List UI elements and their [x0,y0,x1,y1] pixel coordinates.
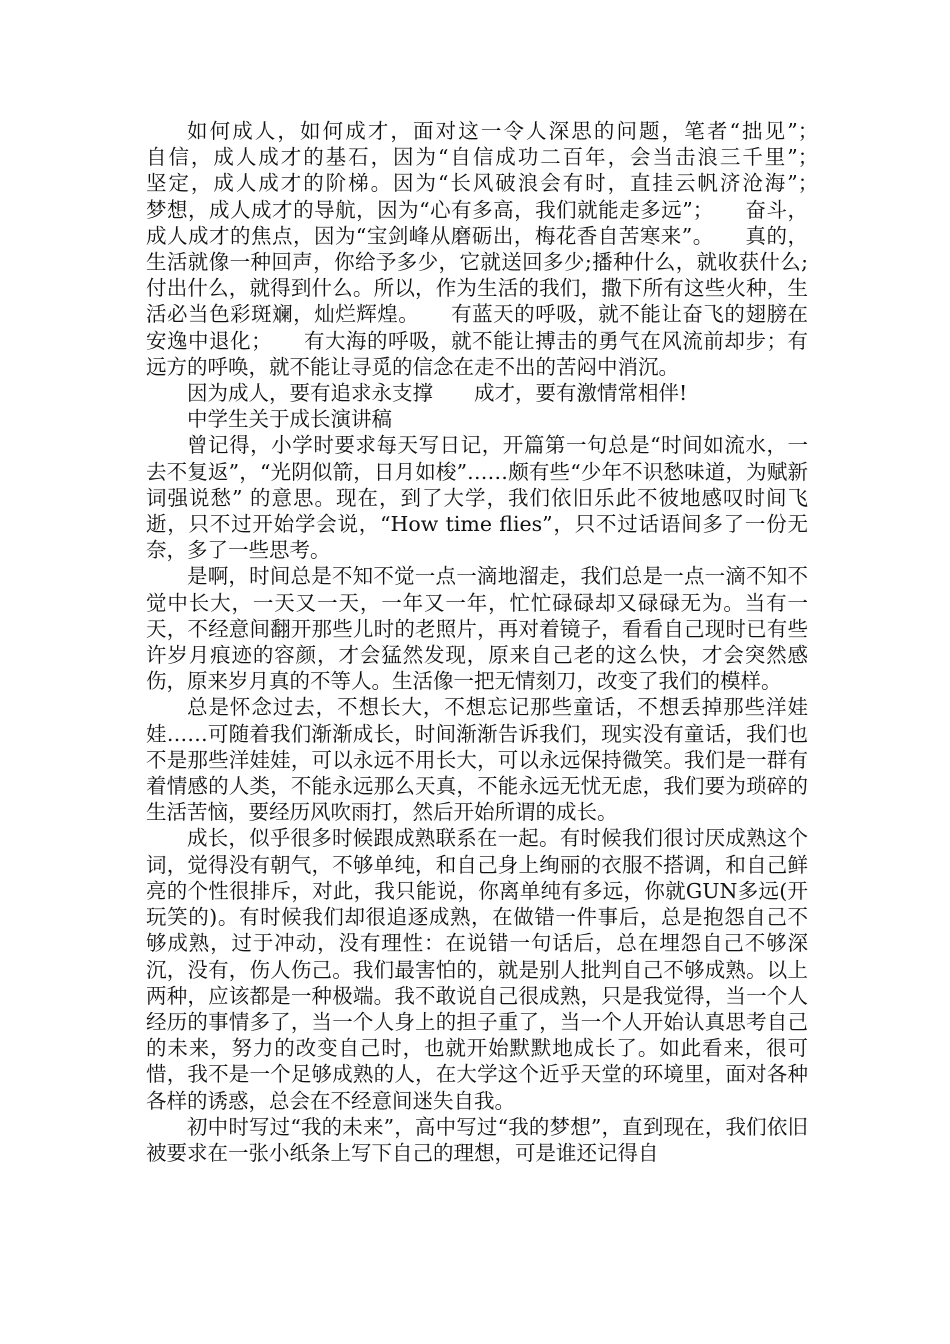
speech-title: 中学生关于成长演讲稿 [187,407,392,432]
paragraph-how-to-grow: 如何成人，如何成才，面对这一令人深思的问题，笔者“拙见”； 自信，成人成才的基石，因为“自信成功二百年，会当击浪三千里”； 坚定，成人成才的阶梯。因为“长风破浪会有时，直挂云帆济沧海”； 梦想，成人成才的导航，因为“心有多高，我们就能走多远”； 奋斗，成人成才的焦点，因为“宝剑峰从磨砺出，梅花香自苦寒来”。 真的，生活就像一种回声，你给予多少，它就送回多少;播种什么，就收获什么;付出什么，就得到什么。所以，作为生活的我们，撒下所有这些火种，生活必当色彩斑斓，灿烂辉煌。 有蓝天的呼吸，就不能让奋飞的翅膀在安逸中退化； 有大海的呼吸，就不能让搏击的勇气在风流前却步；有远方的呼唤，就不能让寻觅的信念在走不出的苦闷中消沉。 [146,119,849,379]
paragraph-future-dreams: 初中时写过“我的未来”，高中写过“我的梦想”，直到现在，我们依旧被要求在一张小纸条上写下自己的理想，可是谁还记得自 [146,1114,808,1165]
paragraph-time-passing: 是啊，时间总是不知不觉一点一滴地溜走，我们总是一点一滴不知不觉中长大，一天又一天，一年又一年，忙忙碌碌却又碌碌无为。当有一天，不经意间翻开那些儿时的老照片，再对着镜子，看看自己现时已有些许岁月痕迹的容颜，才会猛然发现，原来自己老的这么快，才会突然感伤，原来岁月真的不等人。生活像一把无情刻刀，改变了我们的模样。 [146,564,808,694]
document-page [146,118,849,1166]
paragraph-closing-line: 因为成人，要有追求永支撑 成才，要有激情常相伴! [187,381,688,406]
paragraph-diary-memory: 曾记得，小学时要求每天写日记，开篇第一句总是“时间如流水，一去不复返”，“光阴似箭，日月如梭”……颇有些“少年不识愁味道，为赋新词强说愁” 的意思。现在，到了大学，我们依旧乐此不彼地感叹时间飞逝，只不过开始学会说，“How time flies”，只不过话语间多了一份无奈，多了一些思考。 [146,433,808,563]
paragraph-maturity: 成长，似乎很多时候跟成熟联系在一起。有时候我们很讨厌成熟这个词，觉得没有朝气，不够单纯，和自己身上绚丽的衣服不搭调，和自己鲜亮的个性很排斥，对此，我只能说，你离单纯有多远，你就GUN多远(开玩笑的)。有时候我们却很追逐成熟，在做错一件事后，总是抱怨自己不够成熟，过于冲动，没有理性：在说错一句话后，总在埋怨自己不够深沉，没有，伤人伤己。我们最害怕的，就是别人批判自己不够成熟。以上两种，应该都是一种极端。我不敢说自己很成熟，只是我觉得，当一个人经历的事情多了，当一个人身上的担子重了，当一个人开始认真思考自己的未来，努力的改变自己时，也就开始默默地成长了。如此看来，很可惜，我不是一个足够成熟的人，在大学这个近乎天堂的环境里，面对各种各样的诱惑，总会在不经意间迷失自我。 [146,826,808,1113]
paragraph-missing-past: 总是怀念过去，不想长大，不想忘记那些童话，不想丢掉那些洋娃娃……可随着我们渐渐成长，时间渐渐告诉我们，现实没有童话，我们也不是那些洋娃娃，可以永远不用长大，可以永远保持微笑。我们是一群有着情感的人类，不能永远那么天真，不能永远无忧无虑，我们要为琐碎的生活苦恼，要经历风吹雨打，然后开始所谓的成长。 [146,695,808,825]
